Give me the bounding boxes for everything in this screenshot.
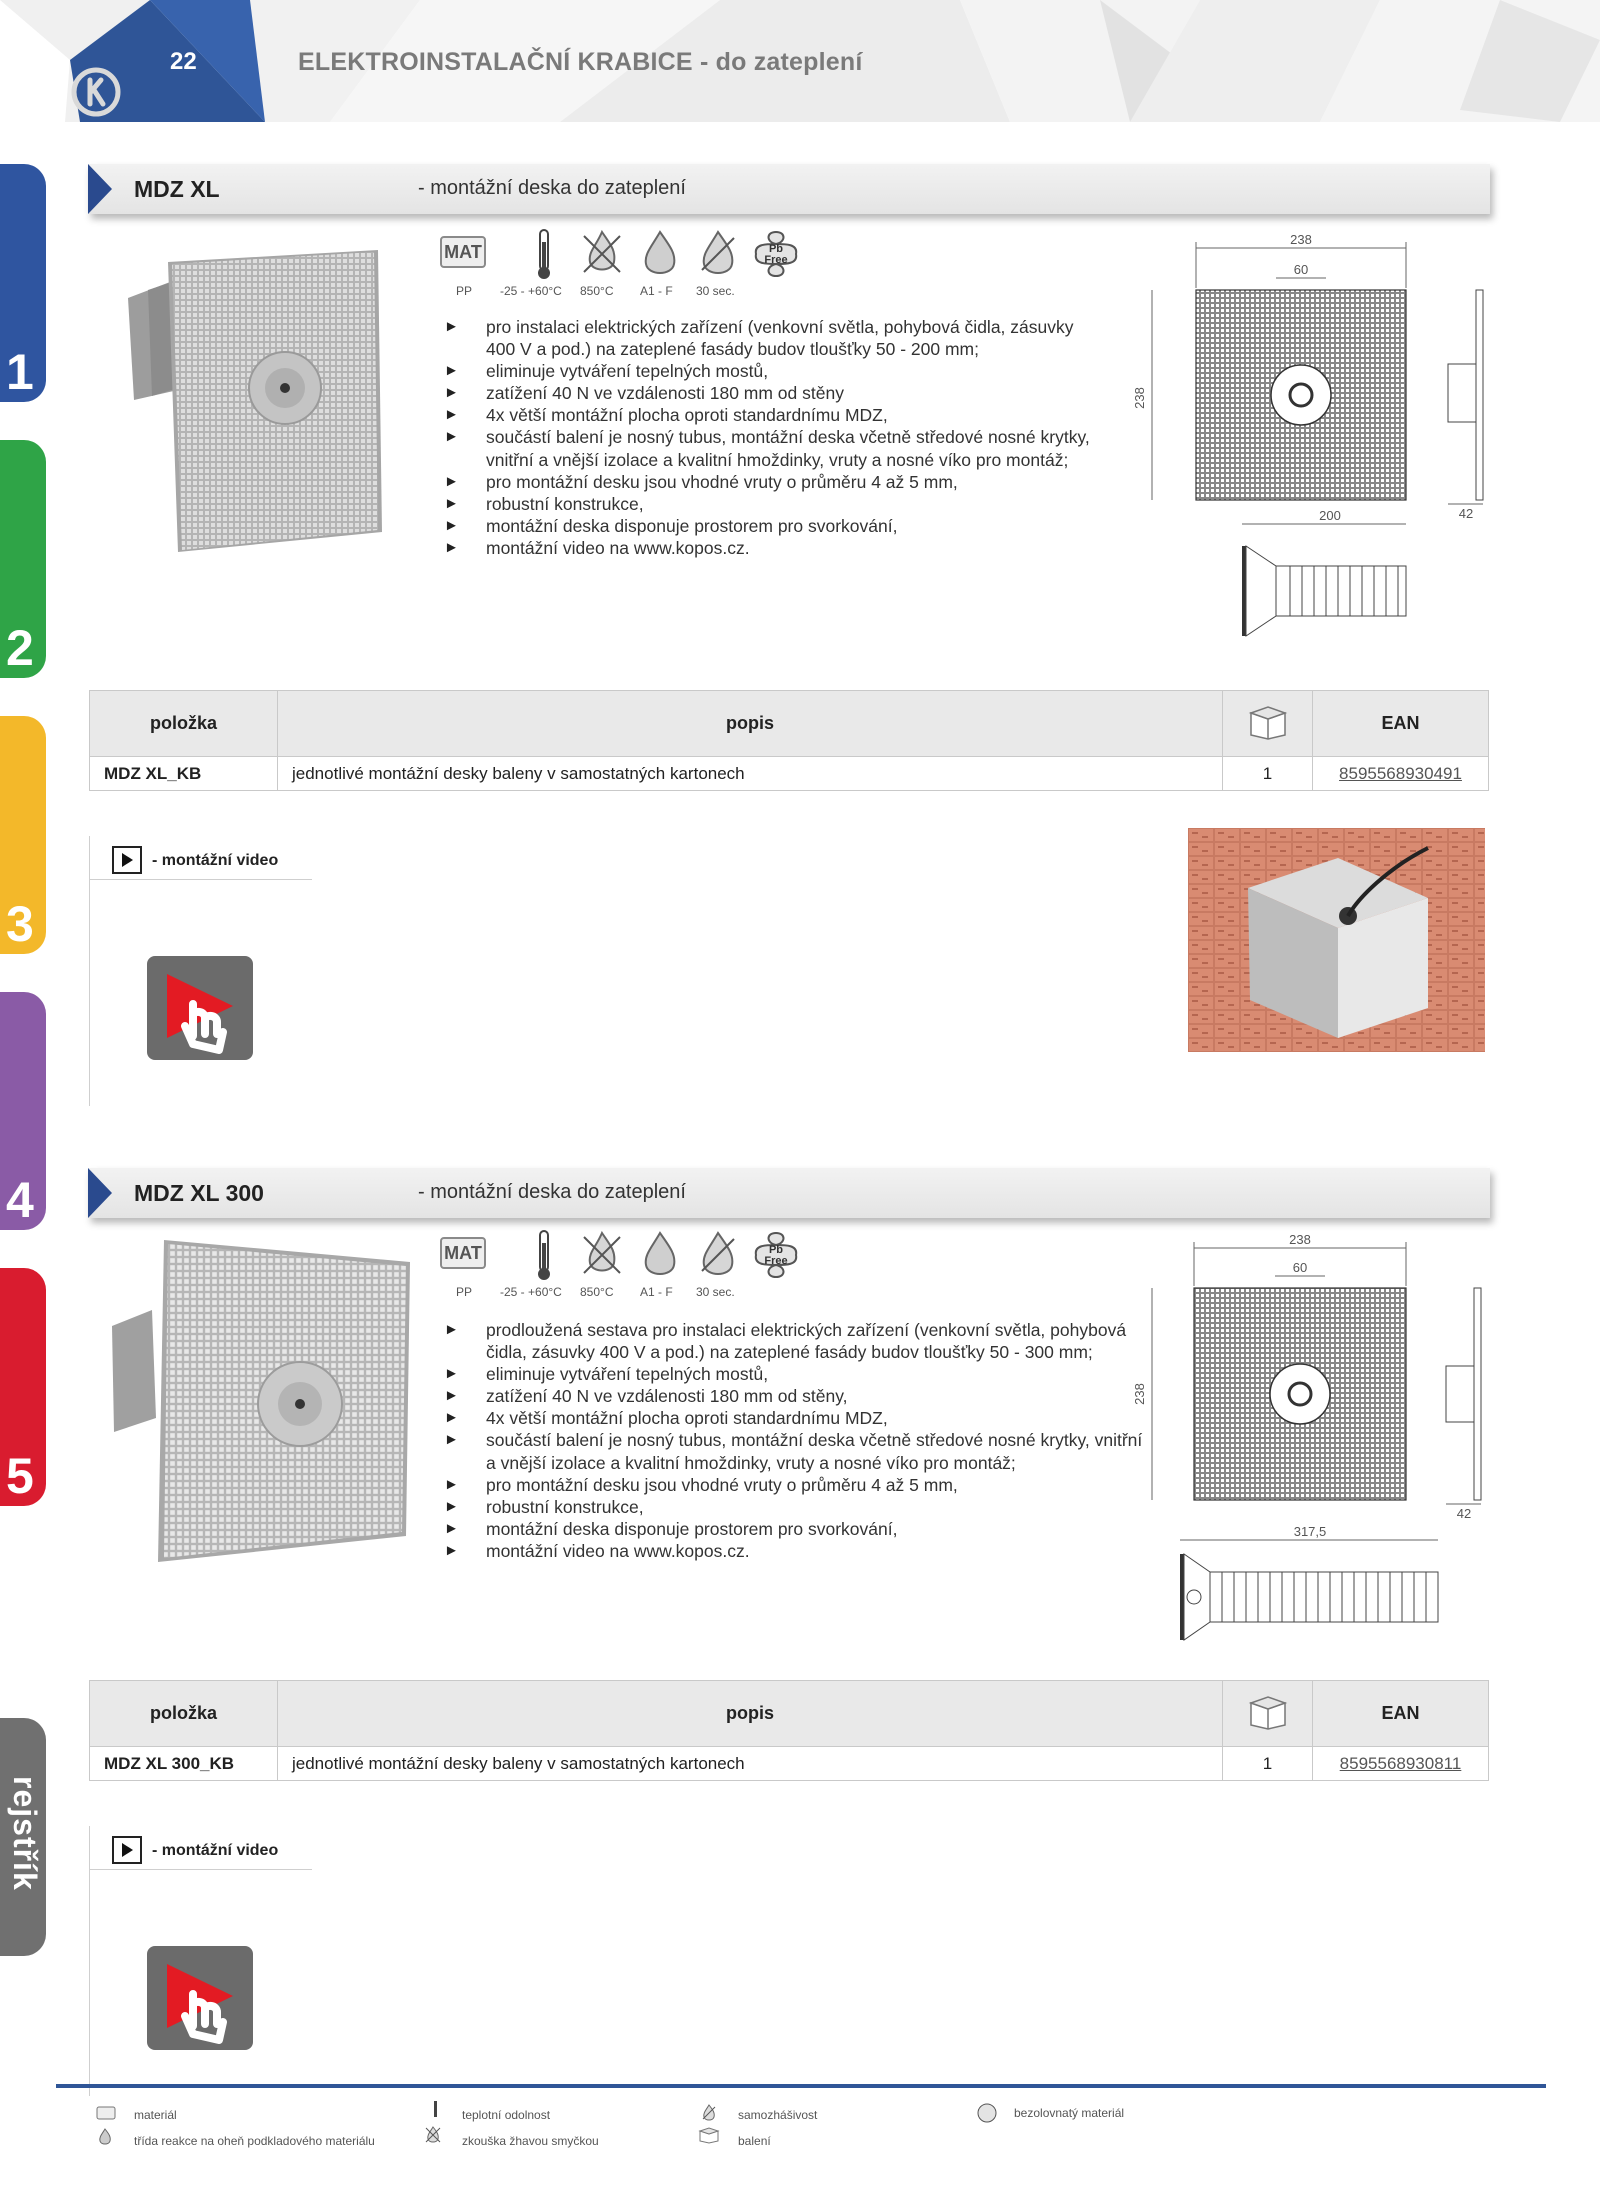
material-legend-icon xyxy=(96,2106,116,2120)
icon-label-temperature: -25 - +60°C xyxy=(500,284,562,298)
dim-center: 60 xyxy=(1292,1260,1308,1275)
tab-label: 1 xyxy=(6,344,34,400)
feature-item: ► zatížení 40 N ve vzdálenosti 180 mm od stěny xyxy=(444,382,1104,404)
video-label: - montážní video xyxy=(152,852,279,869)
icon-label-material: PP xyxy=(456,284,473,298)
cell-desc: jednotlivé montážní desky baleny v samostatných kartonech xyxy=(278,1747,1223,1781)
header-item: položka xyxy=(90,691,278,757)
table-row xyxy=(90,757,1489,791)
self-extinguish-legend-icon xyxy=(700,2104,718,2122)
product-photo xyxy=(106,1236,416,1566)
feature-item: ► robustní konstrukce, xyxy=(444,1496,1144,1518)
material-icon: MAT xyxy=(440,236,486,268)
product-name: MDZ XL xyxy=(134,176,220,202)
tab-section-1[interactable] xyxy=(0,164,46,402)
product-table xyxy=(89,690,1489,791)
legend-temperature: teplotní odolnost xyxy=(462,2108,551,2122)
tab-section-4[interactable] xyxy=(0,992,46,1230)
feature-item: ► robustní konstrukce, xyxy=(444,493,1104,515)
play-icon[interactable] xyxy=(112,1836,142,1864)
header-ean: EAN xyxy=(1313,691,1489,757)
feature-item: ► eliminuje vytváření tepelných mostů, xyxy=(444,1363,1144,1385)
thermometer-icon xyxy=(518,1229,570,1281)
feature-list xyxy=(444,316,1104,559)
dim-height: 238 xyxy=(1132,1383,1147,1405)
video-row xyxy=(90,1826,312,1870)
feature-item: ► montážní deska disponuje prostorem pro svorkování, xyxy=(444,1518,1144,1540)
tab-label: 2 xyxy=(6,620,34,676)
tab-label: 4 xyxy=(6,1172,34,1228)
video-label: - montážní video xyxy=(152,1842,279,1859)
thermometer-icon xyxy=(518,228,570,280)
technical-drawing xyxy=(1130,1228,1500,1668)
tab-section-5[interactable] xyxy=(0,1268,46,1506)
feature-item: ► součástí balení je nosný tubus, montážní deska včetně středové nosné krytky, vnitřní a vnější izolace a kvalitní hmoždinky, vruty a nosné víko pro montáž; xyxy=(444,1429,1144,1473)
feature-item: ► pro montážní desku jsou vhodné vruty o průměru 4 až 5 mm, xyxy=(444,471,1104,493)
feature-item: ► montážní video na www.kopos.cz. xyxy=(444,537,1104,559)
cell-qty: 1 xyxy=(1223,757,1313,791)
dim-tube: 200 xyxy=(1319,508,1341,523)
glow-wire-icon xyxy=(576,228,628,280)
play-icon[interactable] xyxy=(112,846,142,874)
video-block xyxy=(89,1826,311,2096)
property-icons xyxy=(440,1229,840,1299)
page-number: 22 xyxy=(170,48,197,75)
footer-divider xyxy=(56,2084,1546,2088)
dim-center: 60 xyxy=(1293,262,1309,277)
self-extinguish-icon xyxy=(692,228,744,280)
glow-wire-icon xyxy=(576,1229,628,1281)
lead-free-text-2: Free xyxy=(764,254,788,266)
ean-link[interactable]: 8595568930811 xyxy=(1313,1747,1489,1781)
banner-arrow xyxy=(88,164,112,214)
box-legend-icon xyxy=(698,2126,720,2144)
feature-item: ► 4x větší montážní plocha oproti standardnímu MDZ, xyxy=(444,1407,1144,1429)
icon-label-glow-wire: 850°C xyxy=(580,1285,614,1299)
feature-item: ► pro instalaci elektrických zařízení (venkovní světla, pohybová čidla, zásuvky 400 V a pod.) na zateplené fasády budov tloušťky 50 - 200 mm; xyxy=(444,316,1104,360)
video-play-button[interactable] xyxy=(145,1944,255,2052)
feature-item: ► eliminuje vytváření tepelných mostů, xyxy=(444,360,1104,382)
self-extinguish-icon xyxy=(692,1229,744,1281)
material-icon: MAT xyxy=(440,1237,486,1269)
table-row xyxy=(90,1747,1489,1781)
icon-label-reaction: A1 - F xyxy=(640,284,673,298)
feature-list xyxy=(444,1319,1144,1562)
feature-item: ► prodloužená sestava pro instalaci elektrických zařízení (venkovní světla, pohybová čidla, zásuvky 400 V a pod.) na zateplené fasády budov tloušťky 50 - 300 mm; xyxy=(444,1319,1144,1363)
icon-label-self-extinguish: 30 sec. xyxy=(696,1285,735,1299)
product-subtitle: - montážní deska do zateplení xyxy=(418,1181,686,1203)
installation-photo xyxy=(1188,828,1485,1052)
table-header-row xyxy=(90,691,1489,757)
box-icon xyxy=(1245,1691,1291,1731)
icon-label-temperature: -25 - +60°C xyxy=(500,1285,562,1299)
product-photo xyxy=(120,240,395,560)
lead-free-icon xyxy=(750,1229,802,1281)
product-banner xyxy=(88,164,1490,214)
icon-label-reaction: A1 - F xyxy=(640,1285,673,1299)
feature-item: ► zatížení 40 N ve vzdálenosti 180 mm od stěny, xyxy=(444,1385,1144,1407)
video-row xyxy=(90,836,312,880)
flame-icon xyxy=(634,1229,686,1281)
tab-section-2[interactable] xyxy=(0,440,46,678)
video-block xyxy=(89,836,311,1106)
table-header-row xyxy=(90,1681,1489,1747)
lead-free-text-1: Pb xyxy=(768,243,784,255)
feature-item: ► pro montážní desku jsou vhodné vruty o průměru 4 až 5 mm, xyxy=(444,1474,1144,1496)
header-ean: EAN xyxy=(1313,1681,1489,1747)
product-name: MDZ XL 300 xyxy=(134,1180,264,1206)
ean-link[interactable]: 8595568930491 xyxy=(1313,757,1489,791)
lead-free-legend-icon xyxy=(976,2102,998,2124)
page-title: ELEKTROINSTALAČNÍ KRABICE - do zateplení xyxy=(298,48,863,76)
header-qty xyxy=(1223,691,1313,757)
video-play-button[interactable] xyxy=(145,954,255,1062)
flame-legend-icon xyxy=(96,2128,114,2146)
feature-item: ► 4x větší montážní plocha oproti standardnímu MDZ, xyxy=(444,404,1104,426)
dim-depth: 42 xyxy=(1458,506,1474,521)
dim-width: 238 xyxy=(1290,232,1312,247)
cell-desc: jednotlivé montážní desky baleny v samostatných kartonech xyxy=(278,757,1223,791)
icon-label-self-extinguish: 30 sec. xyxy=(696,284,735,298)
product-subtitle: - montážní deska do zateplení xyxy=(418,177,686,199)
legend-self-extinguish: samozhášivost xyxy=(738,2108,818,2122)
legend-glow-wire: zkouška žhavou smyčkou xyxy=(462,2134,599,2148)
feature-item: ► montážní deska disponuje prostorem pro svorkování, xyxy=(444,515,1104,537)
tab-label: rejstřík xyxy=(7,1776,43,1891)
header-desc: popis xyxy=(278,1681,1223,1747)
cell-qty: 1 xyxy=(1223,1747,1313,1781)
product-banner xyxy=(88,1168,1490,1218)
feature-item: ► součástí balení je nosný tubus, montážní deska včetně středové nosné krytky, vnitřní a vnější izolace a kvalitní hmoždinky, vruty a nosné víko pro montáž; xyxy=(444,426,1104,470)
icon-label-material: PP xyxy=(456,1285,473,1299)
legend-reaction: třída reakce na oheň podkladového materiálu xyxy=(134,2134,375,2148)
feature-item: ► montážní video na www.kopos.cz. xyxy=(444,1540,1144,1562)
banner-arrow xyxy=(88,1168,112,1218)
flame-icon xyxy=(634,228,686,280)
tab-index[interactable] xyxy=(0,1718,46,1956)
legend-packaging: balení xyxy=(738,2134,771,2148)
thermometer-legend-icon xyxy=(426,2100,444,2118)
header-item: položka xyxy=(90,1681,278,1747)
kopos-logo xyxy=(70,66,122,118)
tab-label: 5 xyxy=(6,1448,34,1504)
legend-lead-free: bezolovnatý materiál xyxy=(1014,2106,1125,2120)
dim-depth: 42 xyxy=(1456,1506,1472,1521)
header-qty xyxy=(1223,1681,1313,1747)
legend-material: materiál xyxy=(134,2108,177,2122)
lead-free-icon xyxy=(750,228,802,280)
lead-free-text-2: Free xyxy=(764,1255,788,1267)
technical-drawing xyxy=(1130,228,1500,648)
box-icon xyxy=(1245,701,1291,741)
header-desc: popis xyxy=(278,691,1223,757)
glow-wire-legend-icon xyxy=(424,2126,442,2144)
tab-label: 3 xyxy=(6,896,34,952)
property-icons xyxy=(440,228,840,298)
dim-height: 238 xyxy=(1132,387,1147,409)
tab-section-3[interactable] xyxy=(0,716,46,954)
dim-tube: 317,5 xyxy=(1293,1524,1327,1539)
dim-width: 238 xyxy=(1289,1232,1311,1247)
icon-label-glow-wire: 850°C xyxy=(580,284,614,298)
page-header xyxy=(0,0,1600,122)
product-table xyxy=(89,1680,1489,1781)
lead-free-text-1: Pb xyxy=(768,1244,784,1256)
cell-item: MDZ XL 300_KB xyxy=(90,1747,278,1781)
cell-item: MDZ XL_KB xyxy=(90,757,278,791)
